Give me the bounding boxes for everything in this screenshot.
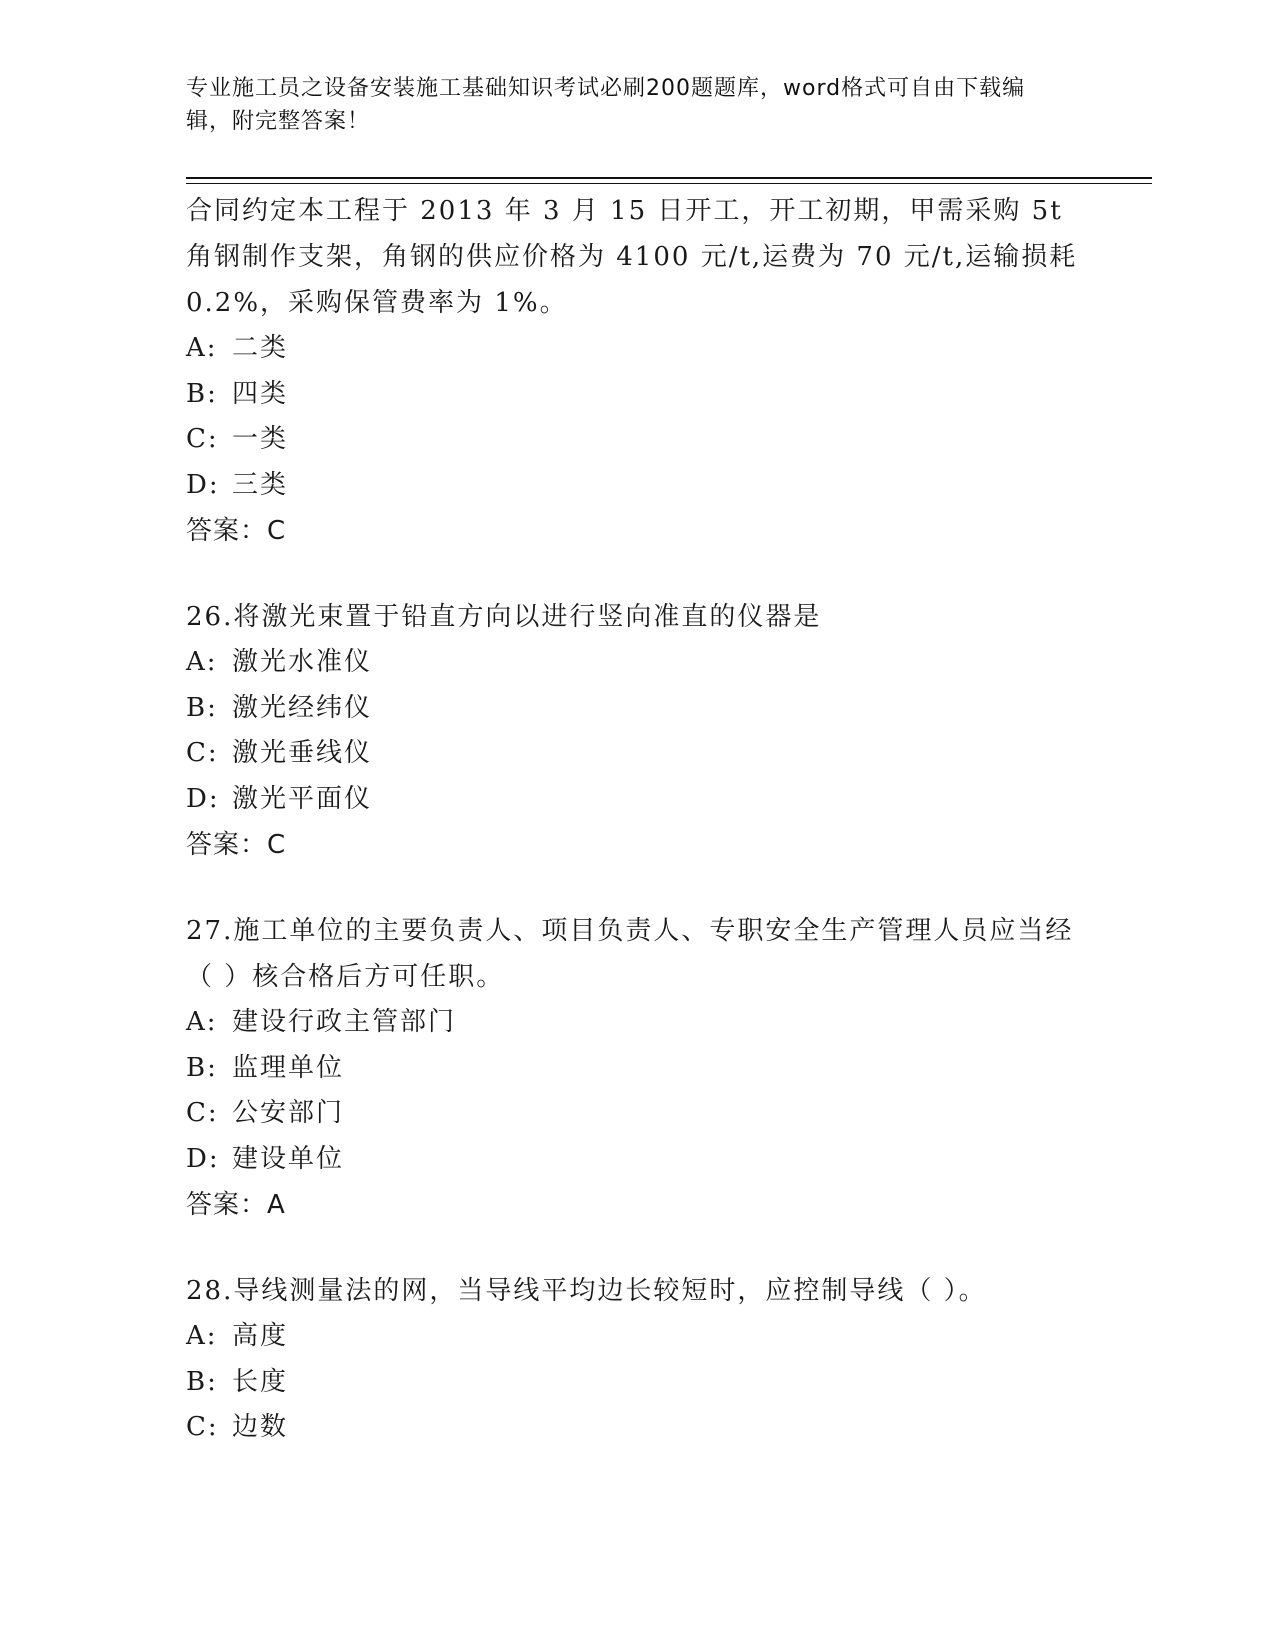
option-text: 二类 [232,333,289,363]
option-d [186,463,1086,509]
question-list [186,188,1086,1491]
question-item [186,908,1086,1228]
option-letter: C: [186,424,219,454]
header-divider-thin [186,183,1152,184]
option-text: 激光水准仪 [232,647,373,677]
option-letter: C: [186,1098,219,1128]
option-letter: C: [186,1412,219,1442]
header-divider-thick [186,177,1152,179]
option-d [186,777,1086,823]
question-item [186,1268,1086,1451]
answer-line: 答案：C [186,516,287,546]
option-a [186,326,1086,372]
option-d [186,1137,1086,1183]
question-text: 26.将激光束置于铅直方向以进行竖向准直的仪器是 [186,602,822,632]
option-c [186,731,1086,777]
question-item [186,594,1086,868]
option-text: 三类 [232,469,289,500]
answer-line: 答案：A [186,1190,286,1220]
option-b [186,1360,1086,1406]
option-text: 激光经纬仪 [232,692,373,723]
option-text: 激光垂线仪 [232,738,373,768]
option-letter: B: [186,378,218,409]
option-text: 建设行政主管部门 [232,1007,457,1037]
option-letter: B: [186,1366,218,1397]
option-letter: D: [186,783,220,814]
option-a [186,1314,1086,1360]
option-a [186,640,1086,686]
option-a [186,1000,1086,1046]
option-letter: A: [186,1321,218,1351]
question-item [186,188,1086,554]
document-header: 专业施工员之设备安装施工基础知识考试必刷200题题库，word格式可自由下载编辑，附完整答案！ [186,76,1026,134]
option-letter: A: [186,1007,218,1037]
option-b [186,372,1086,418]
option-letter: A: [186,647,218,677]
answer-line: 答案：C [186,830,287,860]
option-b [186,686,1086,732]
option-letter: D: [186,1143,220,1174]
option-text: 长度 [232,1366,289,1397]
option-c [186,417,1086,463]
option-text: 激光平面仪 [232,783,373,814]
question-text: 28.导线测量法的网，当导线平均边长较短时，应控制导线（ ）。 [186,1276,987,1306]
option-text: 四类 [232,378,289,409]
option-text: 边数 [232,1412,289,1442]
option-letter: D: [186,469,220,500]
option-letter: C: [186,738,219,768]
option-text: 高度 [232,1321,289,1351]
option-c [186,1091,1086,1137]
option-letter: B: [186,1052,218,1083]
option-c [186,1405,1086,1451]
option-text: 建设单位 [232,1143,345,1174]
option-b [186,1046,1086,1092]
option-text: 监理单位 [232,1052,345,1083]
option-text: 公安部门 [232,1098,345,1128]
option-text: 一类 [232,424,289,454]
option-letter: B: [186,692,218,723]
option-letter: A: [186,333,218,363]
question-text: 合同约定本工程于 2013 年 3 月 15 日开工，开工初期，甲需采购 5t 角钢制作支架，角钢的供应价格为 4100 元/t,运费为 70 元/t,运输损耗 0.2%，采购保管费率为 1%。 [186,196,1078,318]
question-text: 27.施工单位的主要负责人、项目负责人、专职安全生产管理人员应当经（ ）核合格后方可任职。 [186,916,1074,992]
